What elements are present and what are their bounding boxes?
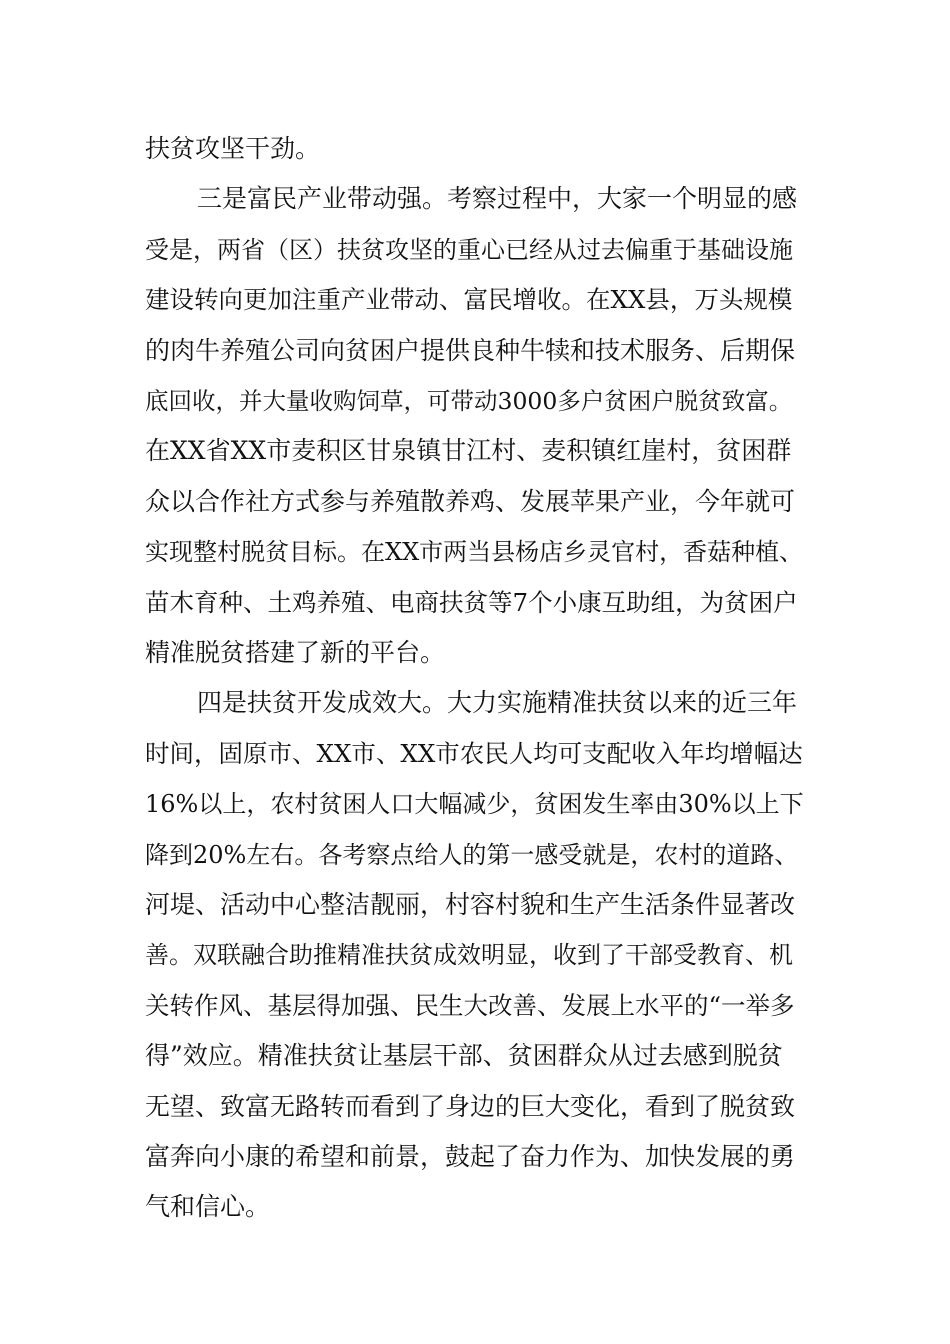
text-line: 苗木育种、土鸡养殖、电商扶贫等7个小康互助组，为贫困户 [145,588,798,617]
text-line: 降到20%左右。各考察点给人的第一感受就是，农村的道路、 [145,841,799,869]
text-line: 关转作风、基层得加强、民生大改善、发展上水平的“一举多 [145,991,795,1020]
paragraph-start-line: 四是扶贫开发成效大。大力实施精准扶贫以来的近三年 [197,688,798,717]
text-line: 精准脱贫搭建了新的平台。 [145,638,446,667]
text-line: 得”效应。精准扶贫让基层干部、贫困群众从过去感到脱贫 [145,1041,783,1070]
text-line: 无望、致富无路转而看到了身边的巨大变化，看到了脱贫致 [145,1092,796,1121]
text-line: 气和信心。 [145,1192,271,1221]
text-line: 受是，两省（区）扶贫攻坚的重心已经从过去偏重于基础设施 [145,236,793,264]
text-line: 建设转向更加注重产业带动、富民增收。在XX县，万头规模 [145,285,793,314]
text-line: 河堤、活动中心整洁靓丽，村容村貌和生产生活条件显著改 [145,890,796,919]
text-line: 时间，固原市、XX市、XX市农民人均可支配收入年均增幅达 [145,739,803,768]
text-line: 的肉牛养殖公司向贫困户提供良种牛犊和技术服务、后期保 [145,336,796,365]
text-line: 扶贫攻坚干劲。 [145,134,321,163]
text-line: 底回收，并大量收购饲草，可带动3000多户贫困户脱贫致富。 [145,387,793,415]
text-line: 善。双联融合助推精准扶贫成效明显，收到了干部受教育、机 [145,941,793,969]
text-line: 众以合作社方式参与养殖散养鸡、发展苹果产业，今年就可 [145,487,796,516]
text-line: 实现整村脱贫目标。在XX市两当县杨店乡灵官村，香菇种植、 [145,538,804,566]
text-line: 富奔向小康的希望和前景，鼓起了奋力作为、加快发展的勇 [145,1142,796,1171]
text-line: 在XX省XX市麦积区甘泉镇甘江村、麦积镇红崖村，贫困群 [145,436,792,465]
paragraph-start-line: 三是富民产业带动强。考察过程中，大家一个明显的感 [197,184,798,213]
text-line: 16%以上，农村贫困人口大幅减少，贫困发生率由30%以上下 [145,790,804,818]
